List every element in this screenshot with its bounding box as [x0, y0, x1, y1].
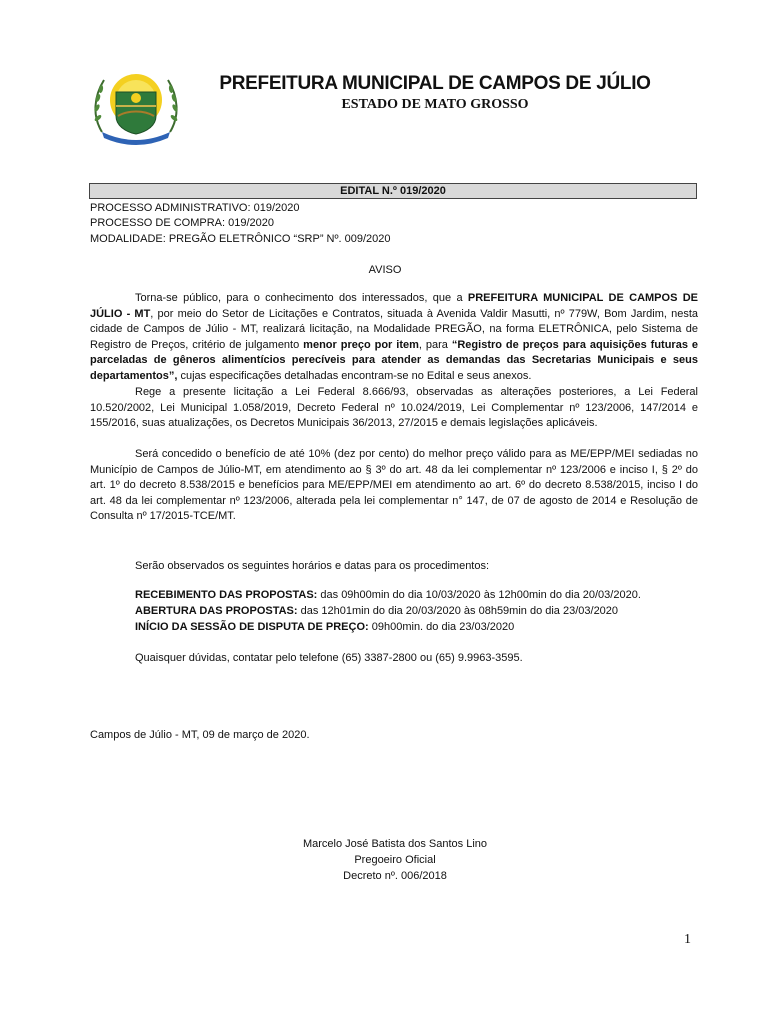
- bold-run: PREFEITURA MUNICIPAL DE CAMPOS DE JÚLIO - MT: [90, 292, 699, 320]
- text-run: , por meio do Setor de Licitações e Contratos, situada à Avenida Valdir Masutti, nº 779W, Bom Jardim, nesta cidade de Campos de Júlio - MT, realizará licitação, na Modalidade PREGÃO, na forma ELETRÔNICA, pelo Sistema de Registro de Preços, critério de julgamento: [90, 307, 699, 351]
- contact-info: Quaisquer dúvidas, contatar pelo telefone (65) 3387-2800 ou (65) 9.9963-3595.: [135, 652, 523, 664]
- schedule-recebimento: [135, 588, 641, 602]
- municipal-seal-logo: [88, 66, 184, 146]
- schedule-inicio: [135, 620, 514, 634]
- schedule-value: 09h00min. do dia 23/03/2020: [368, 621, 515, 633]
- page-subtitle: ESTADO DE MATO GROSSO: [341, 97, 529, 112]
- schedule-intro: Serão observados os seguintes horários e datas para os procedimentos:: [135, 560, 490, 572]
- page-number: 1: [684, 932, 691, 947]
- signatory-name: Marcelo José Batista dos Santos Lino: [302, 838, 488, 850]
- text-run: Será concedido o benefício de até 10% (dez por cento) do melhor preço válido para as ME/EPP/MEI sediadas no Município de Campos de Júlio-MT, em atendimento ao § 3º do art. 48 da lei complementar nº 123/2006 e inciso I, § 2º do art. 1º do decreto 8.538/2015 e benefícios para ME/EPP/MEI em atendimento ao art. 6º do decreto 8.538/2015, inciso I do art. 48 da lei complementar nº 123/2006, alterada pela lei complementar n° 147, de 07 de agosto de 2014 e Resolução de Consulta nº 17/2015-TCE/MT.: [90, 448, 698, 523]
- place-and-date: Campos de Júlio - MT, 09 de março de 2020.: [90, 729, 310, 741]
- schedule-label: INÍCIO DA SESSÃO DE DISPUTA DE PREÇO:: [135, 621, 369, 633]
- schedule-value: das 12h01min do dia 20/03/2020 às 08h59min do dia 23/03/2020: [297, 605, 619, 617]
- text-run: Torna-se público, para o conhecimento dos interessados, que a: [135, 292, 468, 304]
- text-run: , para: [418, 338, 452, 351]
- modalidade: MODALIDADE: PREGÃO ELETRÔNICO “SRP” Nº. 009/2020: [90, 233, 391, 245]
- signatory-role: Pregoeiro Oficial: [354, 854, 436, 866]
- schedule-label: ABERTURA DAS PROPOSTAS:: [135, 605, 298, 617]
- bold-run: “Registro de preços para aquisições futuras e parceladas de gêneros alimentícios perecíveis para atender as demandas das Secretarias Municipais e seus departamentos”,: [90, 338, 699, 382]
- paragraph-intro: [90, 291, 698, 385]
- schedule-label: RECEBIMENTO DAS PROPOSTAS:: [135, 589, 318, 601]
- processo-de-compra: PROCESSO DE COMPRA: 019/2020: [90, 217, 275, 229]
- text-run: cujas especificações detalhadas encontram-se no Edital e seus anexos.: [177, 369, 532, 382]
- edital-number-banner: EDITAL N.º 019/2020: [89, 183, 697, 199]
- paragraph-legislation: [90, 385, 698, 432]
- bold-run: menor preço por item: [303, 338, 419, 351]
- aviso-heading: AVISO: [368, 264, 402, 276]
- signatory-decree: Decreto nº. 006/2018: [343, 870, 447, 882]
- schedule-value: das 09h00min do dia 10/03/2020 às 12h00min do dia 20/03/2020.: [317, 589, 641, 601]
- processo-administrativo: PROCESSO ADMINISTRATIVO: 019/2020: [90, 202, 300, 214]
- paragraph-benefit: [90, 447, 698, 525]
- page-title: PREFEITURA MUNICIPAL DE CAMPOS DE JÚLIO: [219, 73, 651, 94]
- text-run: Rege a presente licitação a Lei Federal 8.666/93, observadas as alterações posteriores, a Lei Federal 10.520/2002, Lei Municipal 1.058/2019, Decreto Federal nº 10.024/2019, Lei Complementar nº 123/2006, 147/2014 e 155/2016, suas atualizações, os Decretos Municipais 36/2013, 27/2015 e demais legislações aplicáveis.: [90, 386, 698, 430]
- schedule-abertura: [135, 604, 618, 618]
